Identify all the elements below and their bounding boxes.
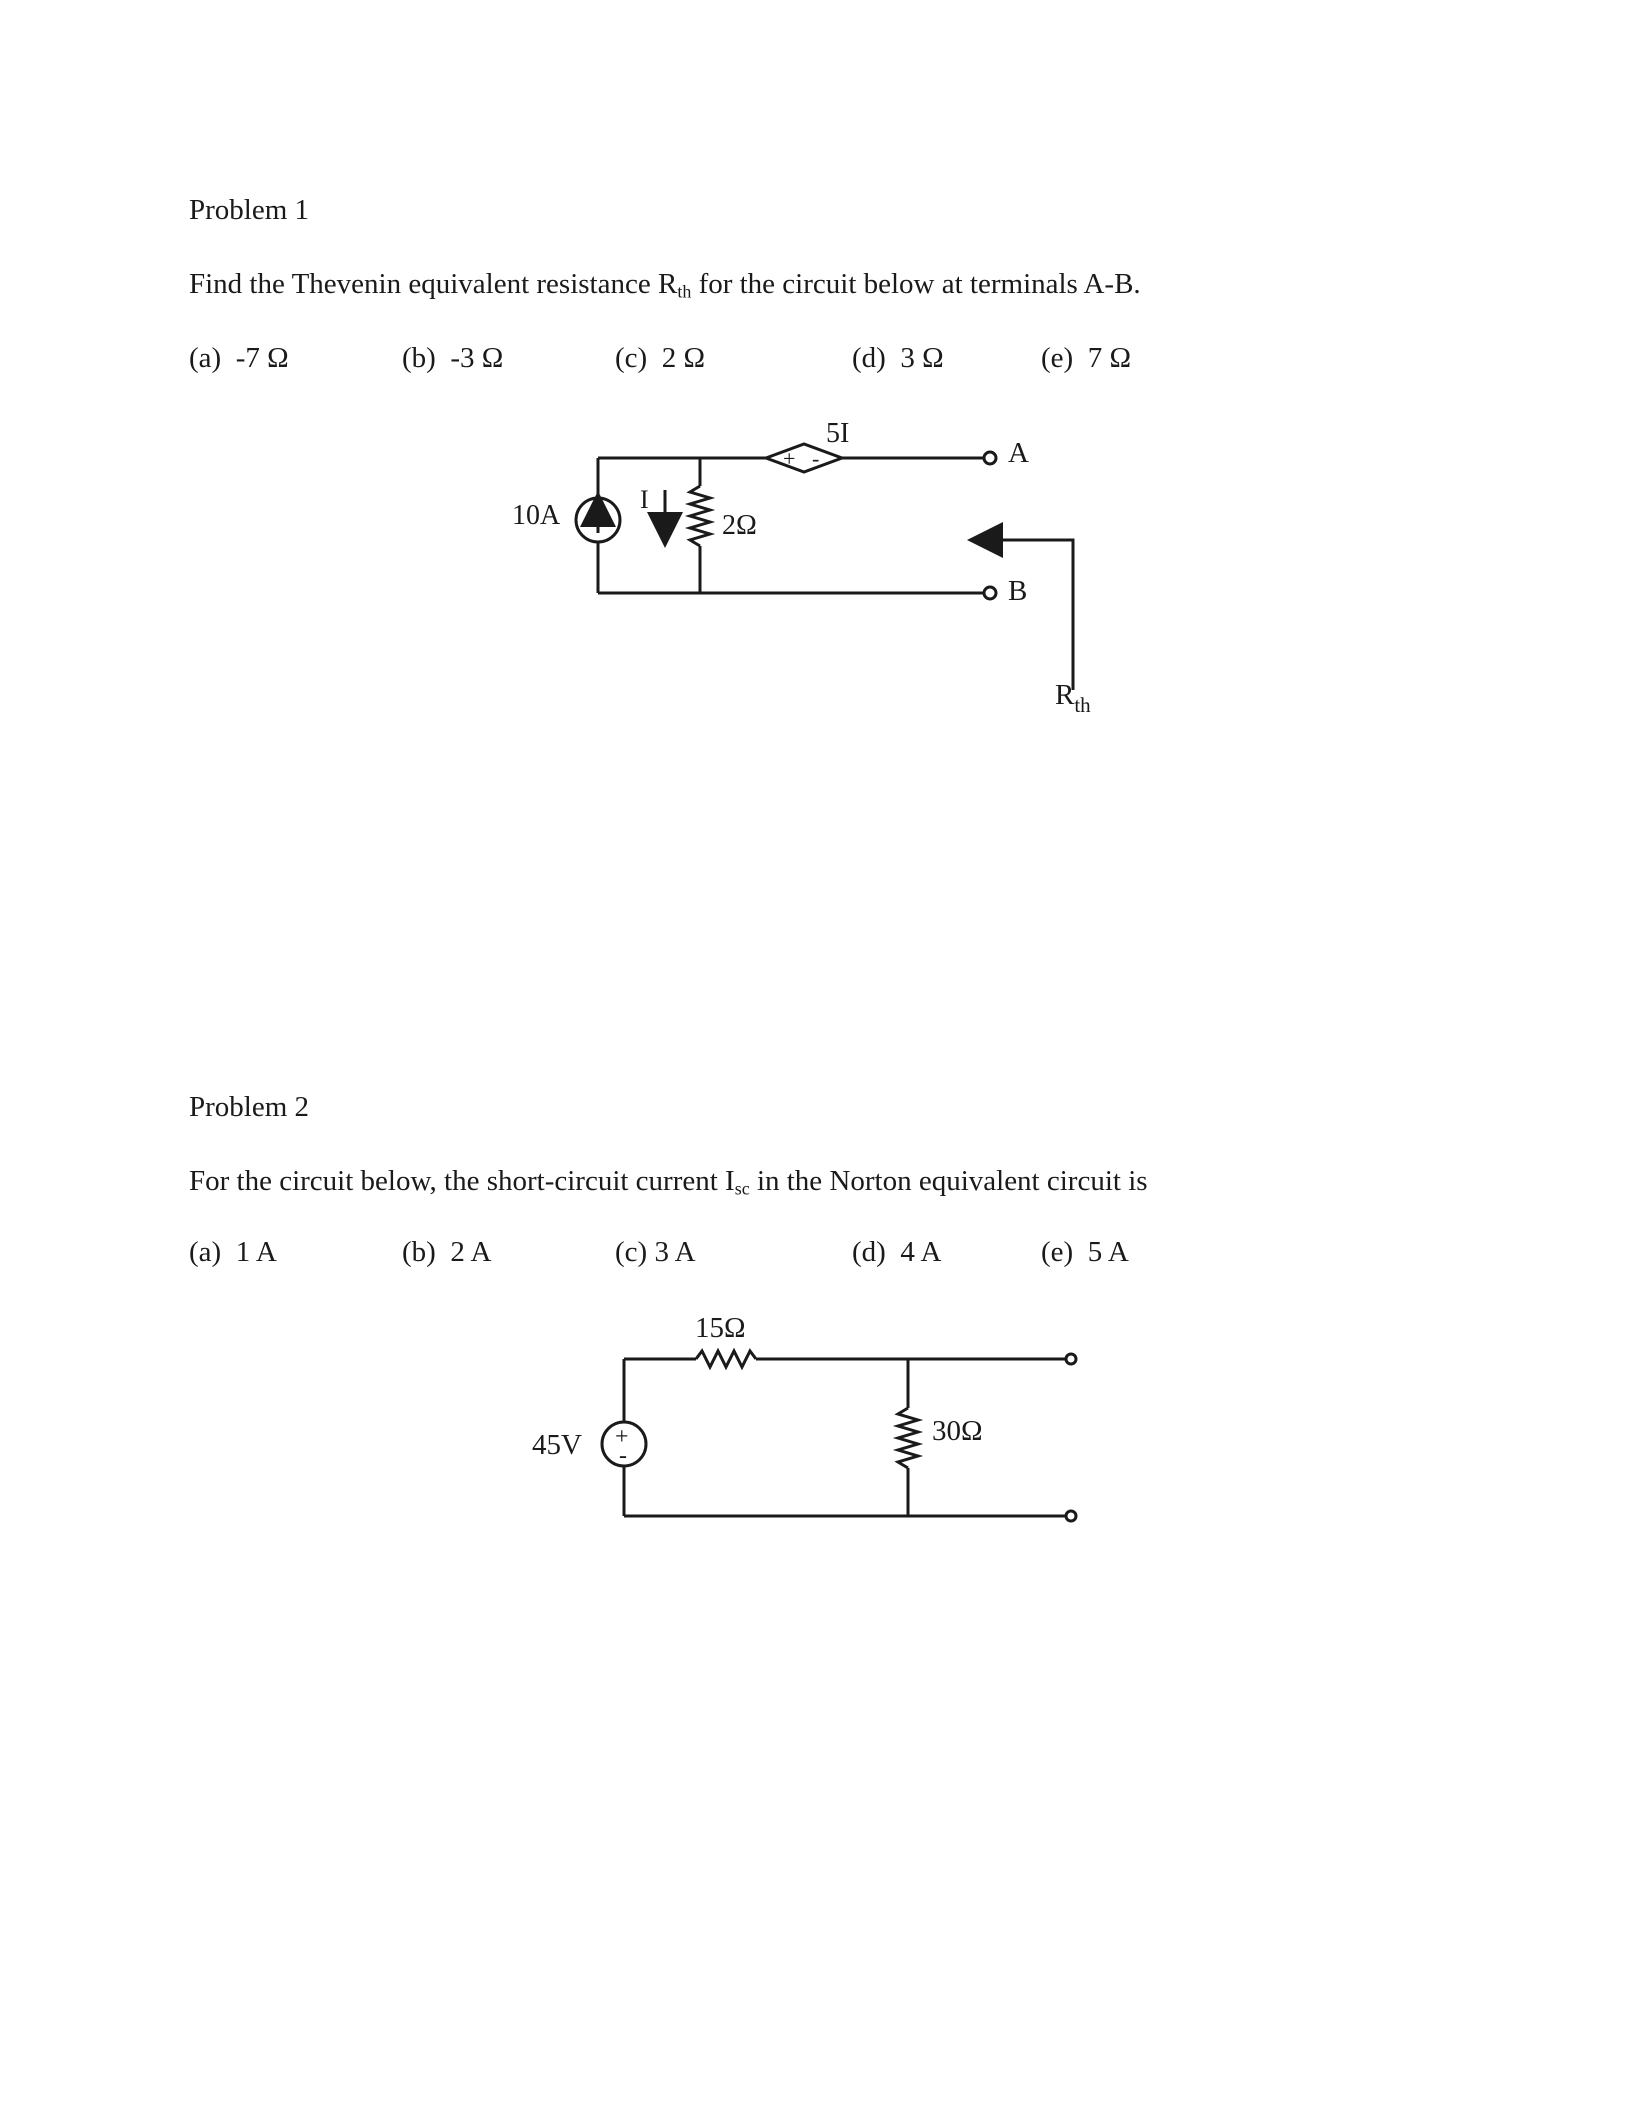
voltage-source-minus-sign: -	[619, 1443, 627, 1469]
choice-value: 1 A	[235, 1236, 277, 1268]
rth-label-main: R	[1055, 679, 1075, 711]
choice-label: (e)	[1041, 342, 1074, 374]
choice-label: (c)	[615, 342, 648, 374]
problem2-question-end: in the Norton equivalent circuit is	[749, 1165, 1148, 1197]
choice-value: 3 A	[654, 1236, 696, 1268]
circuit2-resistor1-label: 15Ω	[695, 1312, 746, 1344]
choice-value: -7 Ω	[235, 342, 289, 374]
output-terminal-bottom-icon	[1066, 1511, 1076, 1521]
dependent-source-plus-sign: +	[783, 446, 796, 471]
choice-label: (c)	[615, 1236, 648, 1268]
resistor-15ohm-icon	[696, 1351, 756, 1367]
choice-value: 2 A	[450, 1236, 492, 1268]
terminal-a-label: A	[1008, 437, 1029, 469]
choice-label: (d)	[852, 1236, 886, 1268]
terminal-b-icon	[984, 587, 996, 599]
circuit2-source-label: 45V	[532, 1429, 582, 1461]
choice-value: 3 Ω	[900, 342, 944, 374]
voltage-source-plus-sign: +	[615, 1424, 629, 1450]
choice-label: (a)	[189, 342, 222, 374]
choice-label: (e)	[1041, 1236, 1074, 1268]
rth-lead-line	[990, 540, 1073, 690]
choice-label: (b)	[402, 342, 436, 374]
choice-value: 4 A	[900, 1236, 942, 1268]
problem1-question-start: Find the Thevenin equivalent resistance R	[189, 268, 678, 300]
choice-label: (b)	[402, 1236, 436, 1268]
problem1-question-end: for the circuit below at terminals A-B.	[691, 268, 1141, 300]
rth-label	[1055, 679, 1091, 717]
choice-value: -3 Ω	[450, 342, 504, 374]
output-terminal-top-icon	[1066, 1354, 1076, 1364]
terminal-a-icon	[984, 452, 996, 464]
choice-label: (a)	[189, 1236, 222, 1268]
circuit2-resistor2-label: 30Ω	[932, 1415, 983, 1447]
choice-value: 5 A	[1087, 1236, 1129, 1268]
problem1-heading: Problem 1	[189, 194, 310, 226]
circuit1-current-label: I	[640, 485, 649, 514]
choice-label: (d)	[852, 342, 886, 374]
problem2-question-start: For the circuit below, the short-circuit current I	[189, 1165, 735, 1197]
circuit1	[576, 444, 1073, 690]
circuit1-resistor-label: 2Ω	[722, 510, 757, 541]
circuit1-dependent-source-label: 5I	[826, 418, 850, 449]
circuit1-source-label: 10A	[512, 500, 561, 531]
terminal-b-label: B	[1008, 575, 1028, 607]
choice-value: 7 Ω	[1087, 342, 1131, 374]
choice-value: 2 Ω	[661, 342, 705, 374]
circuit2	[602, 1351, 1076, 1521]
resistor-2ohm-icon	[690, 486, 710, 546]
rth-label-sub: th	[1074, 693, 1091, 717]
problem2-heading: Problem 2	[189, 1091, 310, 1123]
dependent-source-minus-sign: -	[812, 446, 820, 471]
resistor-30ohm-icon	[898, 1408, 918, 1468]
problem2-question-subscript: sc	[734, 1178, 750, 1199]
problem1-question-subscript: th	[677, 281, 692, 302]
